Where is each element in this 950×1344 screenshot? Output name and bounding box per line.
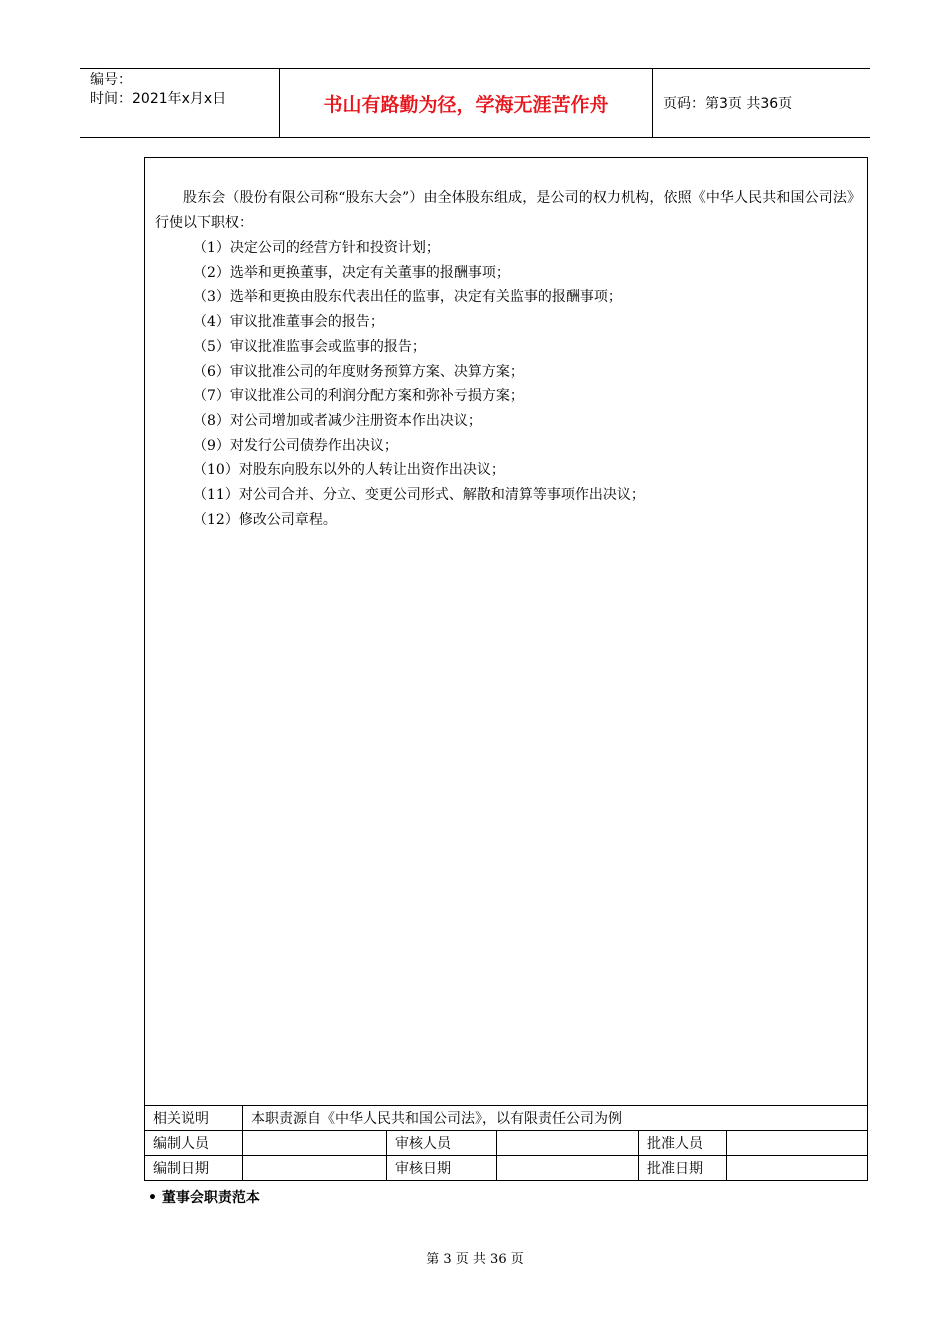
reviewer-value <box>497 1131 639 1156</box>
duty-item: （1）决定公司的经营方针和投资计划； <box>193 240 440 256</box>
note-value: 本职责源自《中华人民共和国公司法》，以有限责任公司为例 <box>243 1106 868 1131</box>
duty-item: （5）审议批准监事会或监事的报告； <box>193 338 426 355</box>
table-row <box>145 1156 868 1181</box>
content-box <box>144 157 868 1105</box>
edit-date-label: 编制日期 <box>145 1156 243 1181</box>
header-motto: 书山有路勤为径，学海无涯苦作舟 <box>280 69 653 137</box>
header-meta <box>80 69 280 137</box>
document-number-label: 编号： <box>90 72 132 88</box>
approver-value <box>727 1131 868 1156</box>
intro-paragraph: 股东会（股份有限公司称“股东大会”）由全体股东组成，是公司的权力机构，依照《中华人民共和国公司法》行使以下职权： <box>155 190 861 231</box>
page-footer: 第 3 页 共 36 页 <box>426 1252 524 1267</box>
review-date-value <box>497 1156 639 1181</box>
approve-date-label: 批准日期 <box>639 1156 727 1181</box>
approval-table <box>144 1105 868 1181</box>
duty-item: （4）审议批准董事会的报告； <box>193 314 384 331</box>
duty-item: （8）对公司增加或者减少注册资本作出决议； <box>193 412 482 429</box>
duty-item: （9）对发行公司债券作出决议； <box>193 437 398 454</box>
table-row <box>145 1106 868 1131</box>
document-date-label: 时间：2021年x月x日 <box>90 91 227 107</box>
header-page-number: 页码：第3页 共36页 <box>663 96 793 112</box>
editor-value <box>243 1131 387 1156</box>
note-label: 相关说明 <box>145 1106 243 1131</box>
duty-item: （6）审议批准公司的年度财务预算方案、决算方案； <box>193 363 524 380</box>
table-row <box>145 1131 868 1156</box>
duty-item: （11）对公司合并、分立、变更公司形式、解散和清算等事项作出决议； <box>193 487 645 504</box>
duty-item: （10）对股东向股东以外的人转让出资作出决议； <box>193 462 505 479</box>
edit-date-value <box>243 1156 387 1181</box>
editor-label: 编制人员 <box>145 1131 243 1156</box>
page-header <box>80 68 870 138</box>
approve-date-value <box>727 1156 868 1181</box>
next-section-heading: • 董事会职责范本 <box>148 1190 260 1206</box>
duty-item: （2）选举和更换董事，决定有关董事的报酬事项； <box>193 264 510 281</box>
reviewer-label: 审核人员 <box>387 1131 497 1156</box>
duty-item: （12）修改公司章程。 <box>193 511 337 528</box>
review-date-label: 审核日期 <box>387 1156 497 1181</box>
duty-list <box>193 236 645 532</box>
approver-label: 批准人员 <box>639 1131 727 1156</box>
duty-item: （7）审议批准公司的利润分配方案和弥补亏损方案； <box>193 388 524 405</box>
duty-item: （3）选举和更换由股东代表出任的监事，决定有关监事的报酬事项； <box>193 289 622 306</box>
